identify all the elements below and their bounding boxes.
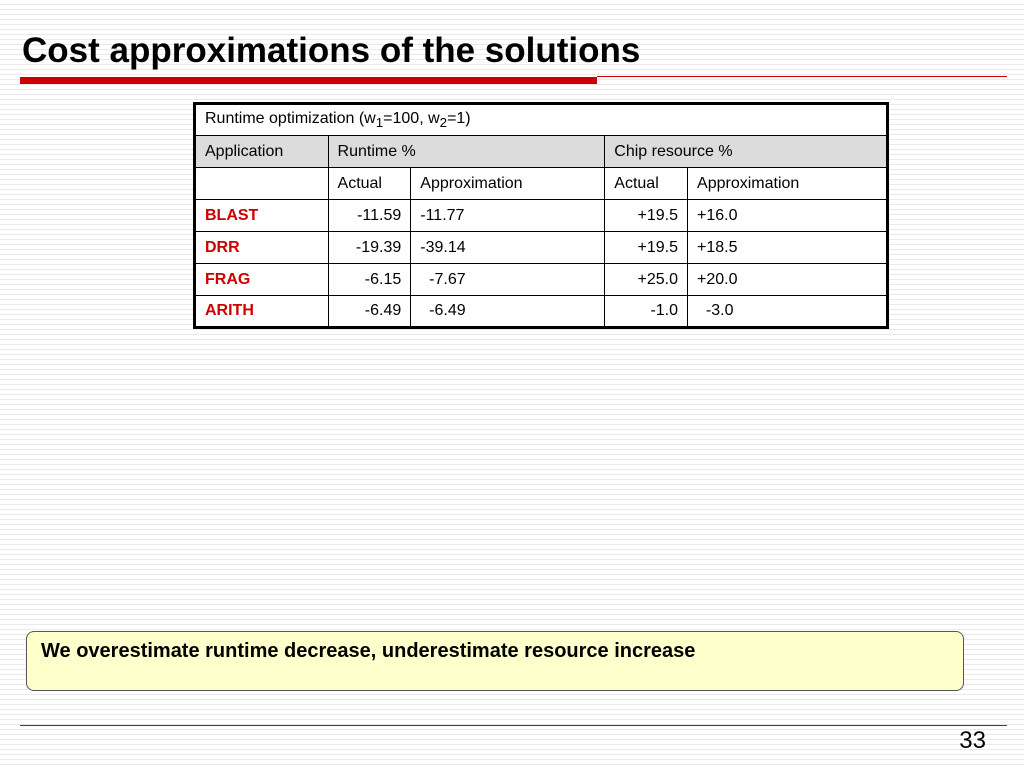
row-application: FRAG: [195, 264, 329, 296]
row-runtime-approximation: -6.49: [411, 296, 605, 328]
row-runtime-approximation: -11.77: [411, 200, 605, 232]
row-application: BLAST: [195, 200, 329, 232]
row-chip-approximation: +16.0: [688, 200, 888, 232]
caption-sub-1: 1: [375, 115, 384, 131]
row-chip-actual: +19.5: [605, 200, 688, 232]
table-header-row: [195, 136, 888, 168]
subheader-empty: [195, 168, 329, 200]
footer-divider: [20, 725, 1007, 726]
table-caption-row: [195, 104, 888, 136]
row-runtime-approximation: -39.14: [411, 232, 605, 264]
page-number: 33: [959, 727, 986, 754]
table-row: [195, 232, 888, 264]
conclusion-callout: We overestimate runtime decrease, underestimate resource increase: [26, 631, 964, 691]
caption-prefix: Runtime optimization (w: [205, 109, 376, 127]
row-runtime-approximation: -7.67: [411, 264, 605, 296]
slide-title: Cost approximations of the solutions: [22, 31, 641, 70]
row-application: ARITH: [195, 296, 329, 328]
caption-sub-2: 2: [439, 115, 448, 131]
subheader-runtime-actual: Actual: [328, 168, 411, 200]
table-subheader-row: [195, 168, 888, 200]
row-chip-approximation: +20.0: [688, 264, 888, 296]
row-chip-approximation: -3.0: [688, 296, 888, 328]
row-runtime-actual: -6.49: [328, 296, 411, 328]
subheader-chip-approximation: Approximation: [688, 168, 888, 200]
table-row: [195, 264, 888, 296]
table-row: [195, 296, 888, 328]
caption-suffix: =1): [447, 109, 471, 127]
table-row: [195, 200, 888, 232]
row-runtime-actual: -6.15: [328, 264, 411, 296]
row-application: DRR: [195, 232, 329, 264]
table-caption: [195, 104, 888, 136]
subheader-chip-actual: Actual: [605, 168, 688, 200]
title-underline-rule: [597, 76, 1007, 77]
row-runtime-actual: -19.39: [328, 232, 411, 264]
caption-mid: =100, w: [383, 109, 440, 127]
header-runtime: Runtime %: [328, 136, 605, 168]
row-chip-actual: +25.0: [605, 264, 688, 296]
header-chip-resource: Chip resource %: [605, 136, 888, 168]
header-application: Application: [195, 136, 329, 168]
cost-approximation-table: [193, 102, 889, 329]
row-chip-actual: +19.5: [605, 232, 688, 264]
row-chip-approximation: +18.5: [688, 232, 888, 264]
title-underline-bar: [20, 77, 597, 84]
subheader-runtime-approximation: Approximation: [411, 168, 605, 200]
row-runtime-actual: -11.59: [328, 200, 411, 232]
row-chip-actual: -1.0: [605, 296, 688, 328]
